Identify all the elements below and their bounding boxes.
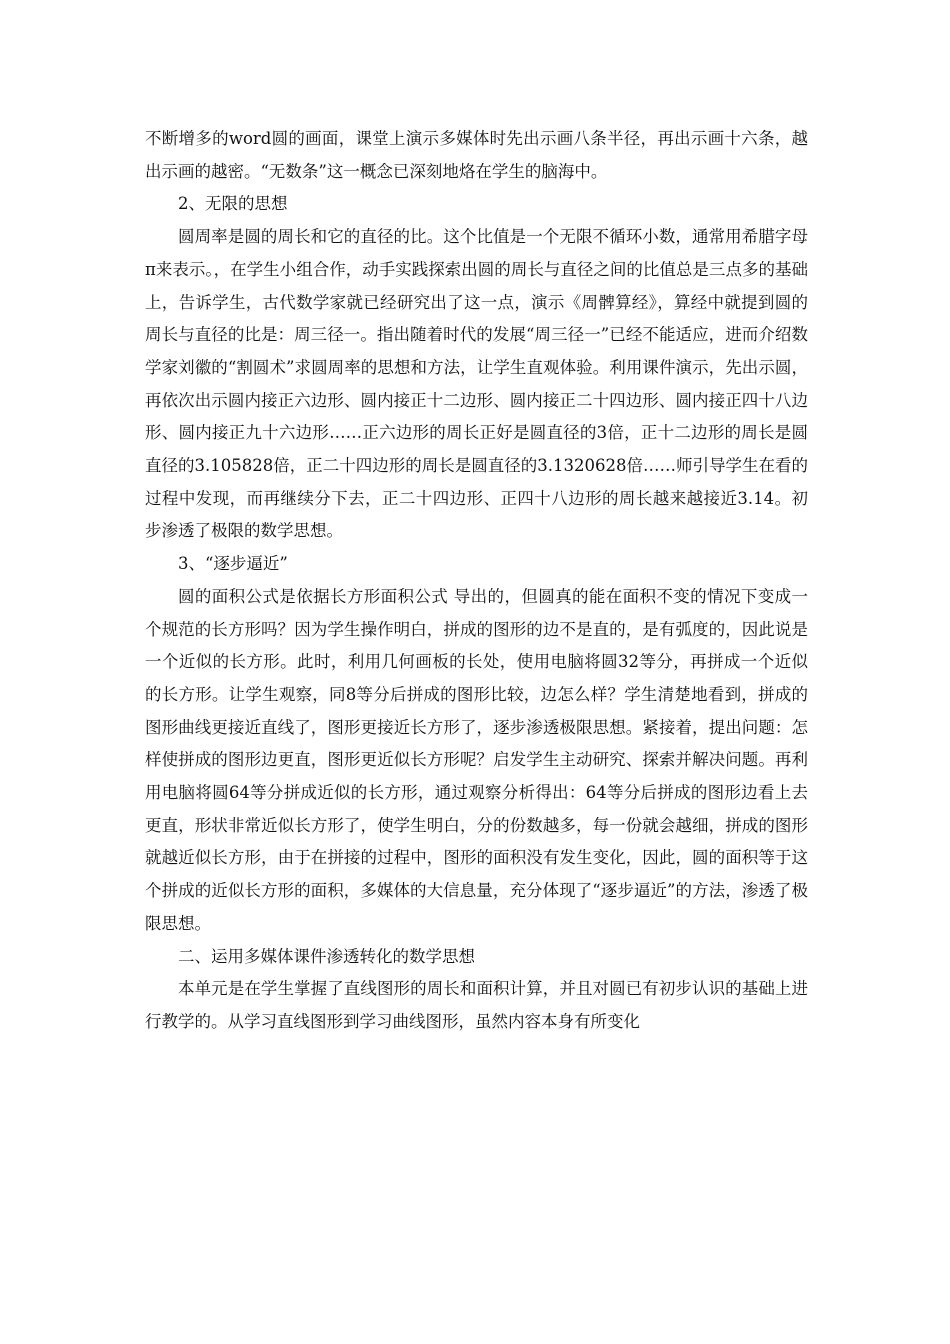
section-heading-transformation: 二、运用多媒体课件渗透转化的数学思想 — [178, 946, 475, 966]
document-body — [145, 123, 808, 1039]
paragraph-continued: 不断增多的word圆的画面，课堂上演示多媒体时先出示画八条半径，再出示画十六条，越出示画的越密。“无数条”这一概念已深刻地烙在学生的脑海中。 — [145, 129, 808, 181]
section-heading-infinity: 2、无限的思想 — [178, 194, 288, 214]
paragraph-circle-area: 圆的面积公式是依据长方形面积公式 导出的，但圆真的能在面积不变的情况下变成一个规范的长方形吗？因为学生操作明白，拼成的图形的边不是直的，是有弧度的，因此说是一个近似的长方形。此时，利用几何画板的长处，使用电脑将圆32等分，再拼成一个近似的长方形。让学生观察，同8等分后拼成的图形比较，边怎么样？学生清楚地看到，拼成的图形曲线更接近直线了，图形更接近长方形了，逐步渗透极限思想。紧接着，提出问题：怎样使拼成的图形边更直，图形更近似长方形呢？启发学生主动研究、探索并解决问题。再利用电脑将圆64等分拼成近似的长方形，通过观察分析得出：64等分后拼成的图形边看上去更直，形状非常近似长方形了，使学生明白，分的份数越多，每一份就会越细，拼成的图形就越近似长方形，由于在拼接的过程中，图形的面积没有发生变化，因此，圆的面积等于这个拼成的近似长方形的面积，多媒体的大信息量，充分体现了“逐步逼近”的方法，渗透了极限思想。 — [145, 586, 808, 933]
paragraph-pi: 圆周率是圆的周长和它的直径的比。这个比值是一个无限不循环小数，通常用希腊字母π来表示。，在学生小组合作，动手实践探索出圆的周长与直径之间的比值总是三点多的基础上，告诉学生，古代数学家就已经研究出了这一点，演示《周髀算经》，算经中就提到圆的周长与直径的比是：周三径一。指出随着时代的发展“周三径一”已经不能适应，进而介绍数学家刘徽的“割圆术”求圆周率的思想和方法，让学生直观体验。利用课件演示，先出示圆，再依次出示圆内接正六边形、圆内接正十二边形、圆内接正二十四边形、圆内接正四十八边形、圆内接正九十六边形……正六边形的周长正好是圆直径的3倍，正十二边形的周长是圆直径的3.105828倍，正二十四边形的周长是圆直径的3.1320628倍……师引导学生在看的过程中发现，而再继续分下去，正二十四边形、正四十八边形的周长越来越接近3.14。初步渗透了极限的数学思想。 — [145, 227, 808, 541]
paragraph-unit-intro: 本单元是在学生掌握了直线图形的周长和面积计算，并且对圆已有初步认识的基础上进行教学的。从学习直线图形到学习曲线图形，虽然内容本身有所变化 — [145, 979, 808, 1031]
section-heading-approach: 3、“逐步逼近” — [178, 554, 288, 574]
